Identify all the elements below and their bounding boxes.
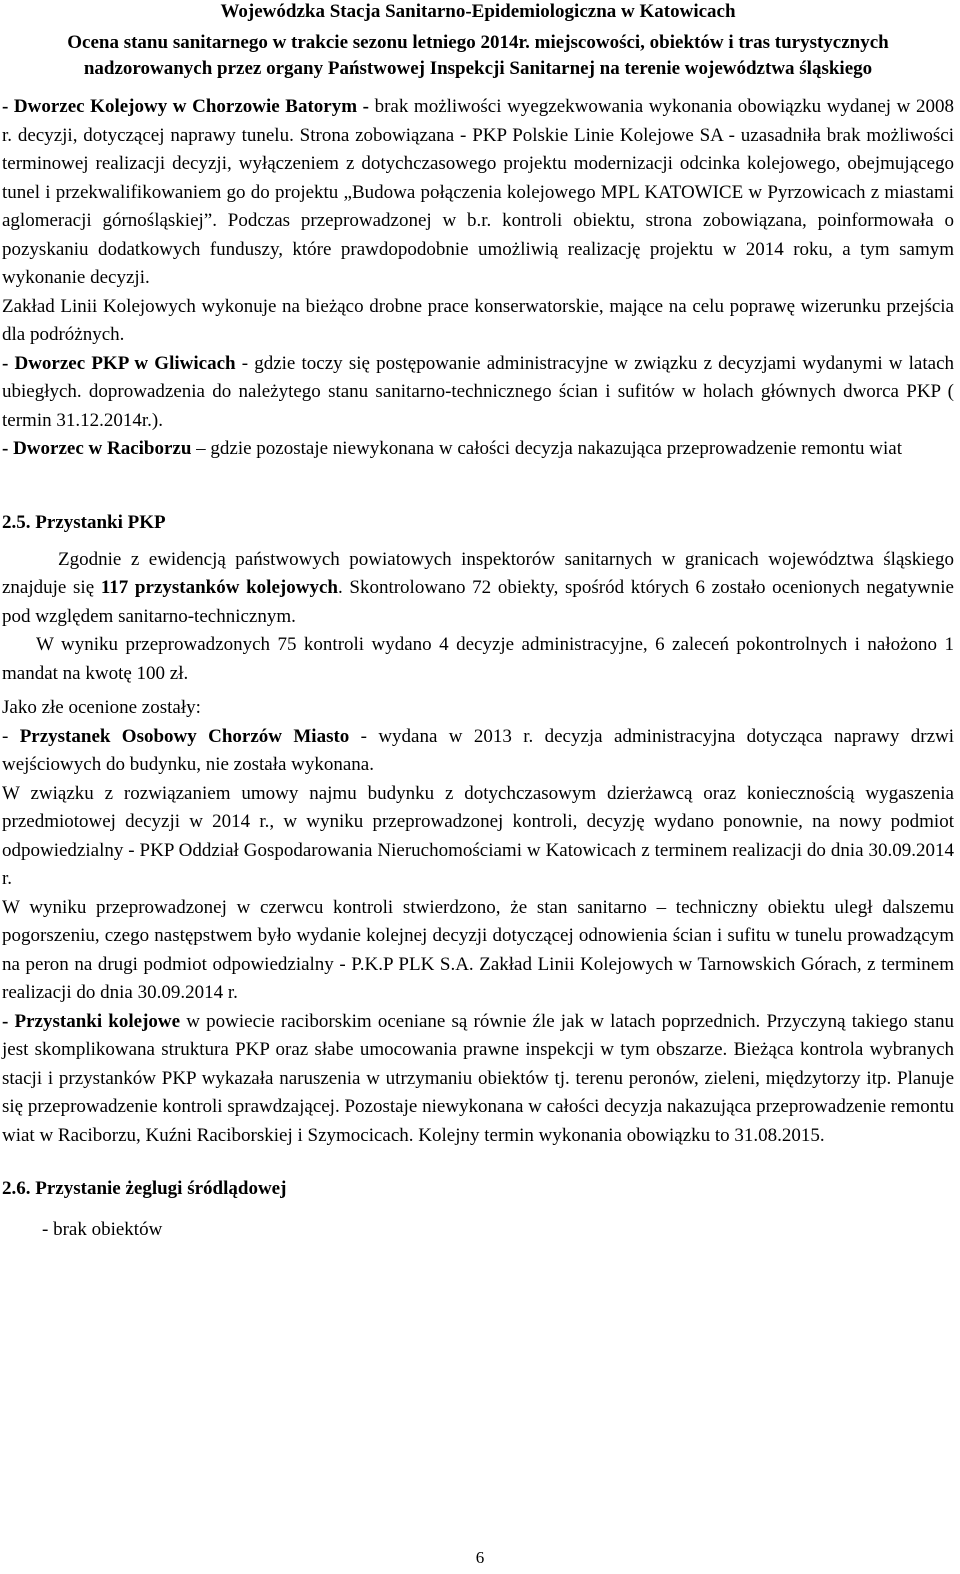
stops-register-text-a: Zgodnie z ewidencją państwowych powiatowych inspektorów sanitarnych w granicach województwa śląskiego znajduje się [2,548,954,598]
paragraph-inspection-results: W wyniku przeprowadzonych 75 kontroli wydano 4 decyzje administracyjne, 6 zaleceń pokontrolnych i nałożono 1 mandat na kwotę 100 zł. [2,634,954,684]
stops-register-text-c: . Skontrolowano 72 obiekty, spośród których 6 zostało ocenionych negatywnie pod względem sanitarno-technicznym. [2,577,954,627]
chorzow-station-label: - Dworzec Kolejowy w Chorzowie Batorym - [2,96,369,117]
paragraph-raciborz-stops [2,1008,954,1151]
paragraph-raciborz-station [2,435,954,464]
paragraph-gliwice-station [2,350,954,436]
paragraph-chorzow-miasto [2,723,954,780]
no-objects-item: - brak obiektów [42,1219,163,1240]
paragraph-chorzow-station [2,93,954,293]
paragraph-june-inspection: W wyniku przeprowadzonej w czerwcu kontroli stwierdzono, że stan sanitarno – techniczny obiektu uległ dalszemu pogorszeniu, czego następstwem było wydanie kolejnej decyzji dotyczącej odnowienia ścian i sufitu w tunelu prowadzącym na peron na drugi podmiot odpowiedzialny - P.K.P PLK S.A. Zakład Linii Kolejowych w Tarnowskich Górach, z terminem realizacji do dnia 30.09.2014 r. [2,896,954,1003]
chorzow-station-text: brak możliwości wyegzekwowania wykonania obowiązku wydanej w 2008 r. decyzji, dotyczącej naprawy tunelu. Strona zobowiązana - PKP Polskie Linie Kolejowe SA - uzasadniła brak możliwości terminowej realizacji decyzji, wyłączeniem z dotychczasowego projektu modernizacji odcinka kolejowego, obejmującego tunel i przekwalifikowaniem go do projektu „Budowa połączenia kolejowego MPL KATOWICE w Pyrzowicach z miastami aglomeracji górnośląskiej”. Podczas przeprowadzonej w b.r. kontroli obiektu, strona zobowiązana, poinformowała o pozyskaniu dodatkowych funduszy, które prawdopodobnie umożliwią realizację projektu w 2014 roku, a tym samym wykonanie decyzji. [2,96,954,288]
railway-stops-label: - Przystanki kolejowe [2,1010,181,1032]
organization-header: Wojewódzka Stacja Sanitarno-Epidemiologiczna w Katowicach [220,1,736,22]
raciborz-station-label: - Dworzec w Raciborzu [2,438,192,459]
chorzow-miasto-text: - wydana w 2013 r. decyzja administracyjna dotycząca naprawy drzwi wejściowych do budynku, nie została wykonana. [2,725,954,775]
dash: - [2,725,20,747]
page-number: 6 [475,1548,485,1567]
paragraph-stops-register [2,546,954,632]
paragraph-lease-termination: W związku z rozwiązaniem umowy najmu budynku z dotychczasowym dzierżawcą oraz koniecznością wygaszenia przedmiotowej decyzji w 2014 r., w wyniku przeprowadzonej kontroli, decyzję wydano ponownie, na nowy podmiot odpowiedzialny - PKP Oddział Gospodarowania Nieruchomościami w Katowicach z terminem realizacji do dnia 30.09.2014 r. [2,782,954,889]
chorzow-miasto-label: Przystanek Osobowy Chorzów Miasto [19,725,350,747]
gliwice-station-text: - gdzie toczy się postępowanie administracyjne w związku z decyzjami wydanymi w latach ubiegłych. doprowadzenia do należytego stanu sanitarno-technicznego ścian i sufitów w holach głównych dworca PKP ( termin 31.12.2014r.). [2,352,955,431]
stops-count: 117 przystanków kolejowych [100,577,338,598]
paragraph-railway-works: Zakład Linii Kolejowych wykonuje na bieżąco drobne prace konserwatorskie, mające na celu poprawę wizerunku przejścia dla podróżnych. [2,295,954,345]
section-heading-2-5: 2.5. Przystanki PKP [2,511,166,533]
paragraph-rated-poor-intro: Jako złe ocenione zostały: [2,697,201,718]
gliwice-station-label: - Dworzec PKP w Gliwicach [2,352,236,374]
raciborz-station-text: – gdzie pozostaje niewykonana w całości decyzja nakazująca przeprowadzenie remontu wiat [191,438,902,459]
raciborz-stops-text: w powiecie raciborskim oceniane są równie źle jak w latach poprzednich. Przyczyną takiego stanu jest skomplikowana struktura PKP oraz słabe umocowania prawne inspekcji w tym obszarze. Bieżąca kontrola wybranych stacji i przystanków PKP wykazała naruszenia w utrzymaniu obiektów tj. terenu peronów, zieleni, międzytorzy itp. Planuje się przeprowadzenie kontroli sprawdzającej. Pozostaje niewykonana w całości decyzja nakazująca przeprowadzenie remontu wiat w Raciborzu, Kuźni Raciborskiej i Szymocicach. Kolejny termin wykonania obowiązku to 31.08.2015. [2,1010,954,1146]
section-heading-2-6: 2.6. Przystanie żeglugi śródlądowej [2,1178,287,1199]
document-title: Ocena stanu sanitarnego w trakcie sezonu letniego 2014r. miejscowości, obiektów i tras turystycznych nadzorowanych przez organy Państwowej Inspekcji Sanitarnej na terenie województwa śląskiego [67,32,889,79]
